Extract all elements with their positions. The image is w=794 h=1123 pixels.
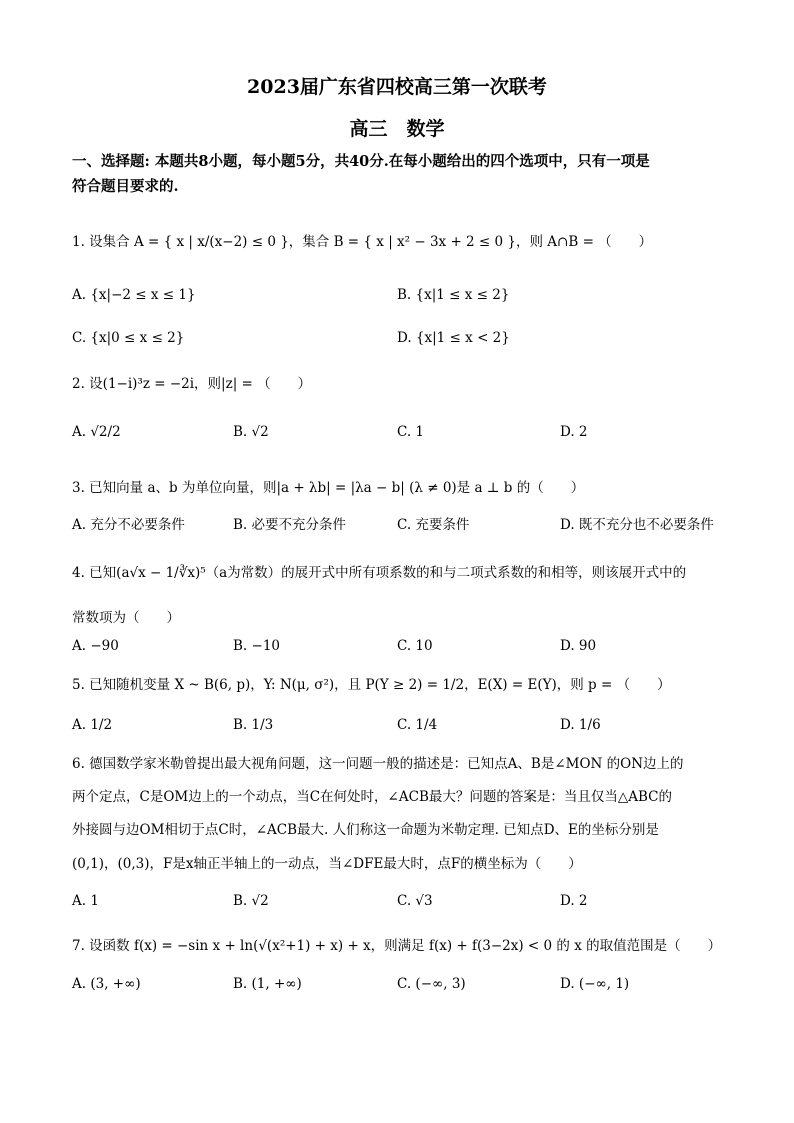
- question-5-option-d: D. 1/6: [560, 717, 601, 733]
- question-2-option-a: A. √2/2: [72, 424, 121, 440]
- question-1-option-d: D. {x|1 ≤ x < 2}: [397, 330, 510, 346]
- question-5-option-a: A. 1/2: [72, 717, 113, 733]
- question-6-option-d: D. 2: [560, 893, 588, 909]
- question-2-option-d: D. 2: [560, 424, 588, 440]
- question-5-stem: 5. 已知随机变量 X ~ B(6, p)，Y: N(μ, σ²)，且 P(Y ≥ 2) = 1/2，E(X) = E(Y)，则 p = （ ）: [72, 677, 671, 693]
- question-7-option-b: B. (1, +∞): [233, 976, 302, 992]
- exam-subtitle: 高三 数学: [349, 118, 445, 140]
- question-6-stem-line4: (0,1)，(0,3)，F是x轴正半轴上的一动点，当∠DFE最大时，点F的横坐标为（ ）: [72, 856, 582, 872]
- question-3-option-c: C. 充要条件: [397, 517, 470, 533]
- question-7-option-a: A. (3, +∞): [72, 976, 141, 992]
- question-6-stem-line2: 两个定点，C是OM边上的一个动点，当C在何处时，∠ACB最大？问题的答案是：当且仅当△ABC的: [72, 789, 672, 805]
- question-1-option-c: C. {x|0 ≤ x ≤ 2}: [72, 330, 185, 346]
- question-1-stem: 1. 设集合 A = { x | x/(x−2) ≤ 0 }，集合 B = { x | x² − 3x + 2 ≤ 0 }，则 A∩B = （ ）: [72, 234, 653, 250]
- question-3-option-b: B. 必要不充分条件: [233, 517, 347, 533]
- question-4-option-a: A. −90: [72, 638, 119, 654]
- question-4-option-d: D. 90: [560, 638, 597, 654]
- question-4-stem-line1: 4. 已知(a√x − 1/∛x)⁵（a为常数）的展开式中所有项系数的和与二项式系数的和相等，则该展开式中的: [72, 565, 687, 581]
- question-6-option-a: A. 1: [72, 893, 99, 909]
- question-6-option-c: C. √3: [397, 893, 433, 909]
- question-6-option-b: B. √2: [233, 893, 269, 909]
- question-6-stem-line1: 6. 德国数学家米勒曾提出最大视角问题，这一问题一般的描述是：已知点A、B是∠MON 的ON边上的: [72, 756, 684, 772]
- section-heading-line1: 一、选择题: 本题共8小题，每小题5分，共40分.在每小题给出的四个选项中，只有一项是: [72, 153, 650, 170]
- question-7-option-d: D. (−∞, 1): [560, 976, 630, 992]
- question-2-option-b: B. √2: [233, 424, 269, 440]
- question-5-option-b: B. 1/3: [233, 717, 274, 733]
- section-heading-line2: 符合题目要求的.: [72, 178, 179, 195]
- question-3-option-a: A. 充分不必要条件: [72, 517, 185, 533]
- question-2-stem: 2. 设(1−i)³z = −2i，则|z| = （ ）: [72, 376, 312, 392]
- question-6-stem-line3: 外接圆与边OM相切于点C时，∠ACB最大. 人们称这一命题为米勒定理. 已知点D、E的坐标分别是: [72, 822, 659, 838]
- question-3-stem: 3. 已知向量 a、b 为单位向量，则|a + λb| = |λa − b| (λ ≠ 0)是 a ⊥ b 的（ ）: [72, 480, 585, 496]
- question-1-option-a: A. {x|−2 ≤ x ≤ 1}: [72, 287, 196, 303]
- question-3-option-d: D. 既不充分也不必要条件: [560, 517, 714, 533]
- question-4-option-c: C. 10: [397, 638, 433, 654]
- exam-title: 2023届广东省四校高三第一次联考: [247, 76, 547, 98]
- question-5-option-c: C. 1/4: [397, 717, 438, 733]
- question-7-option-c: C. (−∞, 3): [397, 976, 466, 992]
- question-2-option-c: C. 1: [397, 424, 425, 440]
- question-4-option-b: B. −10: [233, 638, 280, 654]
- question-7-stem: 7. 设函数 f(x) = −sin x + ln(√(x²+1) + x) + x，则满足 f(x) + f(3−2x) < 0 的 x 的取值范围是（ ）: [72, 938, 722, 954]
- question-4-stem-line2: 常数项为（ ）: [72, 610, 180, 626]
- question-1-option-b: B. {x|1 ≤ x ≤ 2}: [397, 287, 510, 303]
